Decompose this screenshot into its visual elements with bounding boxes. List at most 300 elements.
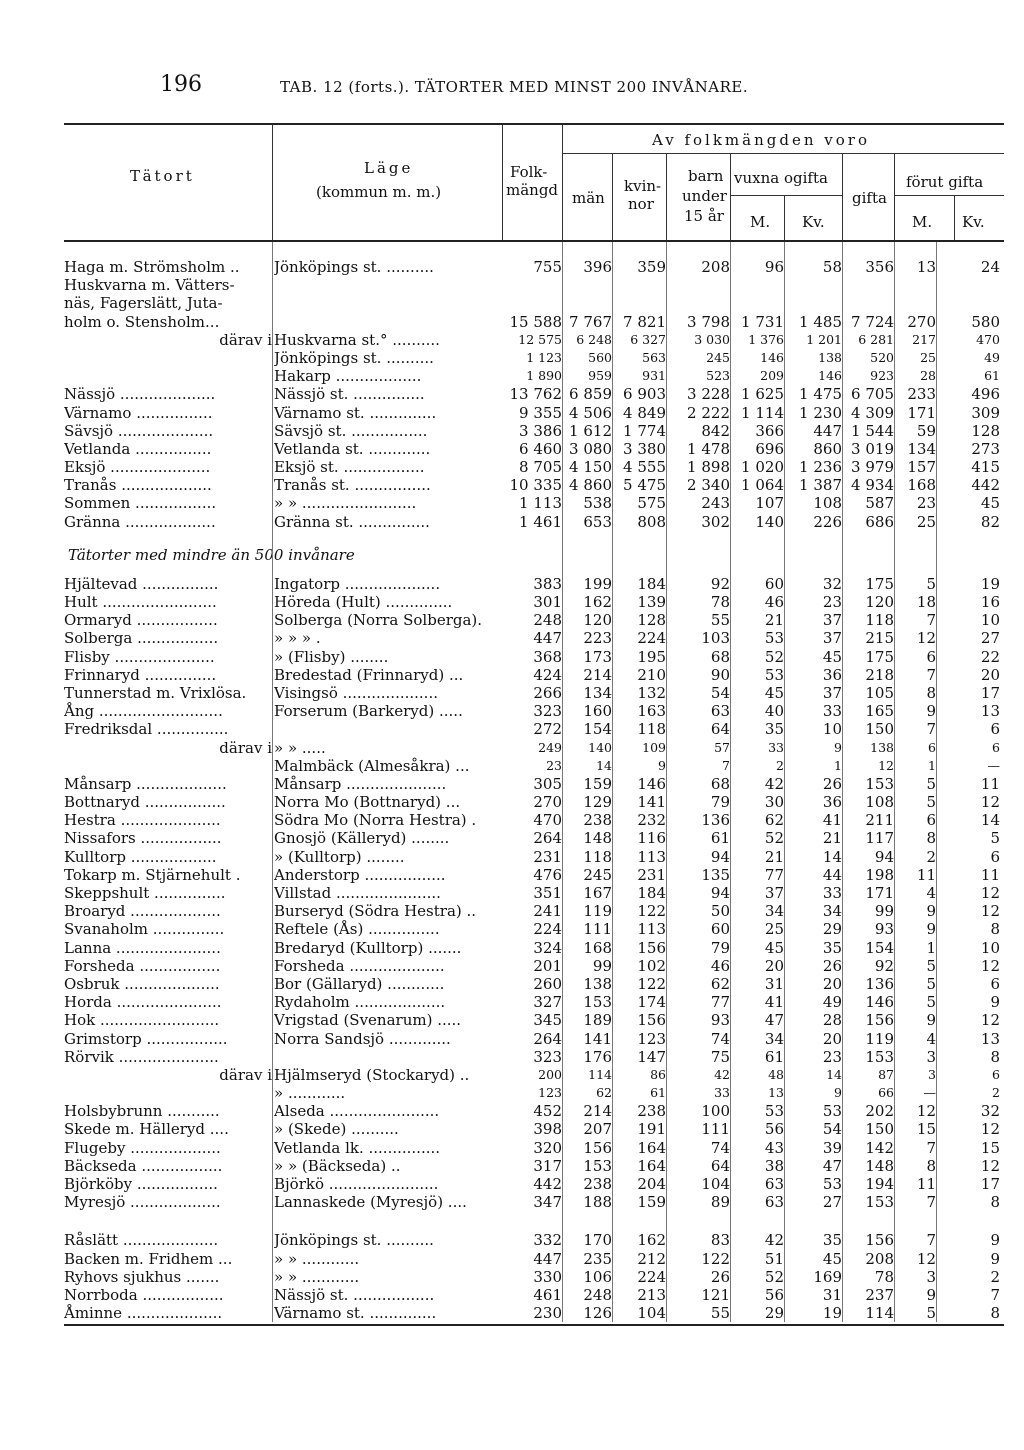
location: Värnamo st. .............. [274, 403, 437, 422]
table-row [64, 957, 1004, 975]
table-row [64, 666, 1004, 684]
value-cell: 6 [990, 720, 1000, 739]
value-cell: 156 [583, 1138, 612, 1157]
value-cell: 35 [764, 720, 784, 739]
table-row [64, 775, 1004, 793]
value-cell: 7 821 [623, 312, 666, 331]
value-cell: 245 [706, 349, 730, 365]
location: Huskvarna st.° .......... [274, 330, 440, 349]
place-name: Flisby ..................... [64, 647, 215, 666]
table-row [64, 793, 1004, 811]
value-cell: 22 [980, 647, 1000, 666]
value-cell: 9 [834, 1085, 842, 1101]
value-cell: 923 [870, 368, 894, 384]
value-cell: 3 979 [851, 458, 894, 477]
value-cell: 266 [533, 683, 562, 702]
value-cell: 25 [764, 920, 784, 939]
value-cell: 1 625 [741, 385, 784, 404]
value-cell: 128 [637, 611, 666, 630]
row-group-3 [64, 1231, 1004, 1322]
value-cell: 34 [764, 1029, 784, 1048]
value-cell: 146 [818, 368, 842, 384]
value-cell: 165 [865, 702, 894, 721]
value-cell: 78 [710, 593, 730, 611]
place-name: Fredriksdal ............... [64, 720, 229, 739]
location: Villstad ...................... [274, 884, 441, 902]
table-row [64, 1157, 1004, 1175]
header-tatort: Tätort [130, 167, 195, 185]
table-row [64, 1304, 1004, 1322]
value-cell: 135 [701, 865, 730, 884]
page-number: 196 [160, 72, 202, 97]
value-cell: 64 [710, 720, 730, 739]
value-cell: 461 [533, 1285, 562, 1304]
value-cell: 78 [874, 1267, 894, 1286]
place-name: Solberga ................. [64, 629, 219, 648]
value-cell: 302 [701, 512, 730, 531]
value-cell: 1 478 [687, 439, 730, 458]
value-cell: 83 [710, 1231, 730, 1250]
location: Rydaholm ................... [274, 993, 446, 1012]
value-cell: 49 [984, 349, 1000, 365]
place-name: Huskvarna m. Vätters- [64, 276, 235, 295]
value-cell: 1 376 [748, 331, 784, 347]
value-cell: 92 [874, 956, 894, 975]
value-cell: 136 [701, 811, 730, 830]
value-cell: 366 [755, 421, 784, 440]
value-cell: 41 [764, 993, 784, 1012]
value-cell: 92 [710, 574, 730, 593]
header-lage: Läge [364, 159, 414, 177]
place-name: Flugeby ................... [64, 1138, 221, 1157]
place-name: Skede m. Hälleryd .... [64, 1120, 229, 1139]
value-cell: 7 [926, 1193, 936, 1212]
value-cell: 35 [822, 1231, 842, 1250]
value-cell: 31 [822, 1285, 842, 1304]
value-cell: 62 [710, 974, 730, 993]
value-cell: 231 [637, 865, 666, 884]
location: Jönköpings st. .......... [274, 1231, 434, 1250]
value-cell: 14 [596, 757, 612, 773]
value-cell: 138 [870, 739, 894, 755]
table-row [64, 939, 1004, 957]
value-cell: 53 [822, 1175, 842, 1193]
value-cell: 116 [637, 829, 666, 848]
value-cell: 7 [926, 720, 936, 739]
value-cell: 132 [637, 683, 666, 702]
value-cell: 34 [764, 902, 784, 921]
table-body [64, 242, 1004, 1322]
value-cell: 398 [533, 1120, 562, 1139]
value-cell: 38 [764, 1156, 784, 1175]
value-cell: 4 [926, 1029, 936, 1048]
value-cell: 66 [878, 1085, 894, 1101]
value-cell: 224 [533, 920, 562, 939]
location: Södra Mo (Norra Hestra) . [274, 811, 477, 830]
value-cell: 121 [701, 1285, 730, 1304]
value-cell: 53 [764, 629, 784, 648]
table-row [64, 331, 1004, 349]
place-name: Haga m. Strömsholm .. [64, 258, 240, 276]
place-name: Gränna ................... [64, 512, 216, 531]
location: Malmbäck (Almesåkra) ... [274, 756, 470, 775]
value-cell: 270 [533, 793, 562, 812]
value-cell: 249 [538, 739, 562, 755]
value-cell: 4 [926, 884, 936, 902]
value-cell: 4 934 [851, 476, 894, 495]
value-cell: 309 [971, 403, 1000, 422]
place-name: Vetlanda ................ [64, 439, 212, 458]
value-cell: 396 [583, 258, 612, 276]
value-cell: 37 [822, 629, 842, 648]
value-cell: 45 [764, 683, 784, 702]
value-cell: 21 [764, 611, 784, 630]
value-cell: 37 [822, 611, 842, 630]
location: Bredestad (Frinnaryd) ... [274, 665, 464, 684]
place-name: Ång .......................... [64, 702, 223, 721]
place-name: Horda ...................... [64, 993, 222, 1012]
value-cell: 33 [822, 702, 842, 721]
location: Gnosjö (Källeryd) ........ [274, 829, 450, 848]
value-cell: 6 [992, 739, 1000, 755]
header-kvinnor-2: nor [628, 195, 654, 213]
value-cell: 146 [760, 349, 784, 365]
table-row [64, 975, 1004, 993]
value-cell: 26 [822, 774, 842, 793]
place-name: Sävsjö .................... [64, 421, 214, 440]
value-cell: 163 [637, 702, 666, 721]
location: Reftele (Ås) ............... [274, 920, 440, 939]
value-cell: 141 [637, 793, 666, 812]
table-row [64, 1048, 1004, 1066]
value-cell: 241 [533, 902, 562, 921]
value-cell: 153 [865, 774, 894, 793]
place-name: Broaryd ................... [64, 902, 221, 921]
value-cell: 10 [822, 720, 842, 739]
value-cell: 150 [865, 1120, 894, 1139]
value-cell: 45 [764, 938, 784, 957]
value-cell: 15 588 [509, 312, 562, 331]
value-cell: 1 898 [687, 458, 730, 477]
place-name: Bäckseda ................. [64, 1156, 223, 1175]
value-cell: 3 [926, 1047, 936, 1066]
value-cell: 33 [768, 739, 784, 755]
location: » » (Bäckseda) .. [274, 1156, 401, 1175]
value-cell: 156 [865, 1011, 894, 1030]
value-cell: 6 460 [519, 439, 562, 458]
location: Vrigstad (Svenarum) ..... [274, 1011, 462, 1030]
value-cell: 523 [706, 368, 730, 384]
value-cell: 7 [990, 1285, 1000, 1304]
value-cell: 107 [755, 494, 784, 513]
value-cell: 1 890 [526, 368, 562, 384]
value-cell: 39 [822, 1138, 842, 1157]
value-cell: 223 [583, 629, 612, 648]
value-cell: 1 612 [569, 421, 612, 440]
value-cell: 24 [980, 258, 1000, 276]
value-cell: 189 [583, 1011, 612, 1030]
place-name: Ormaryd ................. [64, 611, 218, 630]
value-cell: 538 [583, 494, 612, 513]
value-cell: 74 [710, 1138, 730, 1157]
row-group-1 [64, 258, 1004, 531]
value-cell: 20 [822, 974, 842, 993]
table-row [64, 575, 1004, 593]
table-row [64, 404, 1004, 422]
value-cell: 148 [583, 829, 612, 848]
value-cell: 1 731 [741, 312, 784, 331]
value-cell: 211 [865, 811, 894, 830]
value-cell: 18 [916, 593, 936, 611]
value-cell: 7 [926, 1231, 936, 1250]
value-cell: 45 [822, 1249, 842, 1268]
value-cell: 202 [865, 1102, 894, 1121]
value-cell: 6 903 [623, 385, 666, 404]
location: » (Skede) .......... [274, 1120, 399, 1139]
value-cell: 175 [865, 647, 894, 666]
value-cell: 238 [583, 811, 612, 830]
table-row [64, 422, 1004, 440]
value-cell: 44 [822, 865, 842, 884]
value-cell: 56 [764, 1285, 784, 1304]
value-cell: 17 [980, 1175, 1000, 1193]
value-cell: 324 [533, 938, 562, 957]
value-cell: 61 [710, 829, 730, 848]
header-forut-gifta: förut gifta [906, 173, 984, 191]
value-cell: 1 113 [519, 494, 562, 513]
value-cell: 356 [865, 258, 894, 276]
value-cell: 7 767 [569, 312, 612, 331]
value-cell: 264 [533, 1029, 562, 1048]
value-cell: 5 [926, 574, 936, 593]
value-cell: 218 [865, 665, 894, 684]
value-cell: 153 [583, 993, 612, 1012]
value-cell: 7 724 [851, 312, 894, 331]
value-cell: 1 230 [799, 403, 842, 422]
value-cell: 808 [637, 512, 666, 531]
value-cell: 3 [926, 1267, 936, 1286]
value-cell: 208 [701, 258, 730, 276]
value-cell: 224 [637, 1267, 666, 1286]
value-cell: 138 [818, 349, 842, 365]
value-cell: 11 [916, 1175, 936, 1193]
value-cell: 755 [533, 258, 562, 276]
value-cell: 173 [583, 647, 612, 666]
value-cell: 159 [637, 1193, 666, 1212]
location: Vetlanda lk. ............... [274, 1138, 441, 1157]
value-cell: 442 [971, 476, 1000, 495]
value-cell: 12 [980, 793, 1000, 812]
value-cell: 4 860 [569, 476, 612, 495]
value-cell: 233 [907, 385, 936, 404]
population-table [64, 123, 1004, 1322]
value-cell: 3 080 [569, 439, 612, 458]
value-cell: 52 [764, 829, 784, 848]
value-cell: 248 [583, 1285, 612, 1304]
value-cell: 351 [533, 884, 562, 902]
value-cell: 7 [926, 665, 936, 684]
table-row [64, 294, 1004, 312]
place-name: Värnamo ................ [64, 403, 213, 422]
table-header [64, 123, 1004, 242]
value-cell: 6 248 [576, 331, 612, 347]
value-cell: 23 [916, 494, 936, 513]
value-cell: 8 [926, 1156, 936, 1175]
table-row [64, 1231, 1004, 1249]
place-name: Tokarp m. Stjärnehult . [64, 865, 241, 884]
value-cell: 842 [701, 421, 730, 440]
place-name: Hult ........................ [64, 593, 217, 611]
table-row [64, 1102, 1004, 1120]
table-row [64, 1139, 1004, 1157]
value-cell: 8 [990, 1193, 1000, 1212]
value-cell: 213 [637, 1285, 666, 1304]
value-cell: 43 [764, 1138, 784, 1157]
value-cell: 20 [980, 665, 1000, 684]
value-cell: 184 [637, 884, 666, 902]
place-name: Myresjö ................... [64, 1193, 221, 1212]
table-row [64, 1066, 1004, 1084]
value-cell: 75 [710, 1047, 730, 1066]
value-cell: 134 [583, 683, 612, 702]
value-cell: 520 [870, 349, 894, 365]
table-row [64, 902, 1004, 920]
value-cell: 447 [813, 421, 842, 440]
value-cell: 10 335 [509, 476, 562, 495]
value-cell: 26 [710, 1267, 730, 1286]
place-name: därav i [219, 1065, 272, 1084]
value-cell: 150 [865, 720, 894, 739]
value-cell: 94 [710, 847, 730, 866]
location: Gränna st. ............... [274, 512, 430, 531]
value-cell: 53 [764, 1102, 784, 1121]
location: » » ........................ [274, 494, 417, 513]
value-cell: 102 [637, 956, 666, 975]
value-cell: 37 [822, 683, 842, 702]
place-name: Grimstorp ................. [64, 1029, 228, 1048]
value-cell: 6 [926, 811, 936, 830]
place-name: Rörvik ..................... [64, 1047, 219, 1066]
table-row [64, 276, 1004, 294]
value-cell: 36 [822, 665, 842, 684]
value-cell: 13 [768, 1085, 784, 1101]
value-cell: 99 [874, 902, 894, 921]
place-name: Hok ......................... [64, 1011, 220, 1030]
value-cell: 136 [865, 974, 894, 993]
value-cell: 224 [637, 629, 666, 648]
header-gifta: gifta [852, 189, 887, 207]
value-cell: 330 [533, 1267, 562, 1286]
value-cell: 476 [533, 865, 562, 884]
location: » » ..... [274, 738, 326, 757]
value-cell: 169 [813, 1267, 842, 1286]
value-cell: 3 798 [687, 312, 730, 331]
value-cell: 6 705 [851, 385, 894, 404]
value-cell: 61 [650, 1085, 666, 1101]
value-cell: 214 [583, 665, 612, 684]
value-cell: 1 114 [741, 403, 784, 422]
value-cell: 204 [637, 1175, 666, 1193]
value-cell: 13 [980, 702, 1000, 721]
value-cell: 198 [865, 865, 894, 884]
value-cell: 207 [583, 1120, 612, 1139]
value-cell: 139 [637, 593, 666, 611]
value-cell: 230 [533, 1304, 562, 1323]
value-cell: 123 [538, 1085, 562, 1101]
table-row [64, 720, 1004, 738]
value-cell: 12 [916, 1102, 936, 1121]
page-title: TAB. 12 (forts.). TÄTORTER MED MINST 200 INVÅNARE. [280, 78, 749, 96]
value-cell: 5 [926, 993, 936, 1012]
value-cell: 108 [813, 494, 842, 513]
location: Björkö ....................... [274, 1175, 439, 1193]
value-cell: 27 [822, 1193, 842, 1212]
value-cell: 6 [990, 847, 1000, 866]
value-cell: 37 [764, 884, 784, 902]
value-cell: 12 [878, 757, 894, 773]
value-cell: 146 [637, 774, 666, 793]
value-cell: 171 [865, 884, 894, 902]
value-cell: 46 [710, 956, 730, 975]
value-cell: 103 [701, 629, 730, 648]
value-cell: 6 859 [569, 385, 612, 404]
value-cell: 63 [764, 1175, 784, 1193]
location: Forsheda .................... [274, 956, 445, 975]
value-cell: 164 [637, 1156, 666, 1175]
value-cell: 7 [722, 757, 730, 773]
value-cell: 167 [583, 884, 612, 902]
place-name: Sommen ................. [64, 494, 217, 513]
value-cell: 245 [583, 865, 612, 884]
value-cell: 327 [533, 993, 562, 1012]
value-cell: 34 [822, 902, 842, 921]
value-cell: 94 [874, 847, 894, 866]
value-cell: 32 [822, 574, 842, 593]
place-name: Hestra ..................... [64, 811, 221, 830]
value-cell: 368 [533, 647, 562, 666]
value-cell: 21 [822, 829, 842, 848]
value-cell: 23 [822, 1047, 842, 1066]
location: Sävsjö st. ................ [274, 421, 428, 440]
value-cell: 147 [637, 1047, 666, 1066]
value-cell: 305 [533, 774, 562, 793]
value-cell: 4 849 [623, 403, 666, 422]
value-cell: 5 [926, 956, 936, 975]
location: Nässjö st. ................. [274, 1285, 435, 1304]
value-cell: 3 019 [851, 439, 894, 458]
value-cell: 55 [710, 1304, 730, 1323]
location: Höreda (Hult) .............. [274, 593, 453, 611]
value-cell: 35 [822, 938, 842, 957]
place-name: därav i [219, 330, 272, 349]
value-cell: 68 [710, 647, 730, 666]
value-cell: 90 [710, 665, 730, 684]
value-cell: 1 544 [851, 421, 894, 440]
value-cell: 13 762 [509, 385, 562, 404]
value-cell: 215 [865, 629, 894, 648]
value-cell: 19 [980, 574, 1000, 593]
location: » ............ [274, 1084, 346, 1103]
value-cell: 33 [714, 1085, 730, 1101]
value-cell: 156 [865, 1231, 894, 1250]
value-cell: 16 [980, 593, 1000, 611]
value-cell: 55 [710, 611, 730, 630]
value-cell: 156 [637, 1011, 666, 1030]
value-cell: 47 [764, 1011, 784, 1030]
value-cell: 470 [533, 811, 562, 830]
value-cell: 54 [822, 1120, 842, 1139]
value-cell: 212 [637, 1249, 666, 1268]
